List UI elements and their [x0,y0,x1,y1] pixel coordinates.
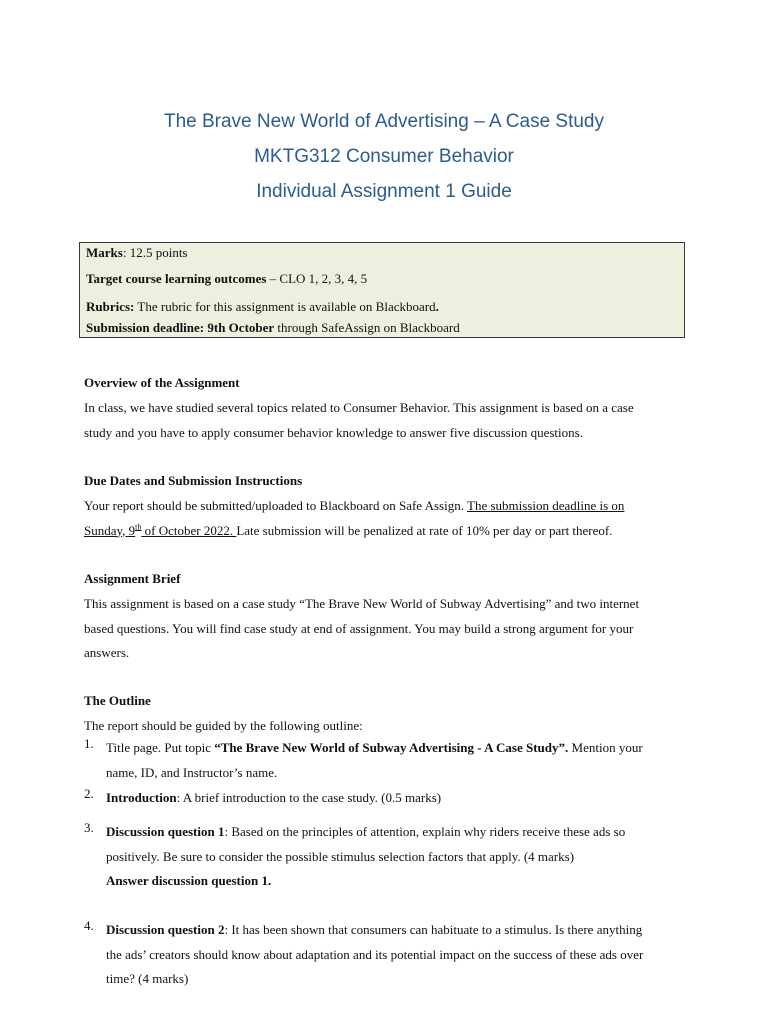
brief-section [84,571,696,666]
item3-label: Discussion question 1 [106,824,225,839]
due-section [84,473,696,543]
outline-item-3 [84,820,684,894]
item2-text: : A brief introduction to the case study. (0.5 marks) [176,790,442,805]
outcomes-value: – CLO 1, 2, 3, 4, 5 [266,271,368,286]
rubrics-value: The rubric for this assignment is available on Blackboard [134,299,436,314]
due-date-b: of October 2022. [141,522,237,538]
item-number: 1. [84,736,94,751]
item4-line-3: time? (4 marks) [106,971,189,986]
item3-line-2: positively. Be sure to consider the possible stimulus selection factors that apply. (4 marks) [106,848,575,864]
item4-line-2: the ads’ creators should know about adaptation and its potential impact on the success of these ads over [106,946,644,962]
outline-item-4 [84,918,684,992]
due-penalty-text: Late submission will be penalized at rate of 10% per day or part thereof. [236,522,613,538]
rubrics-end: . [435,299,439,314]
item2-label: Introduction [106,790,177,805]
brief-line-2: based questions. You will find case study at end of assignment. You may build a strong argument for your [84,620,634,636]
item4-text: : It has been shown that consumers can habituate to a stimulus. Is there anything [224,922,643,937]
item3-text: : Based on the principles of attention, explain why riders receive these ads so [224,824,626,839]
item1-text-a: Title page. Put topic [106,740,215,755]
outline-section [84,693,696,739]
due-deadline-text: The submission deadline is on [467,498,625,513]
item-number: 3. [84,820,94,835]
marks-label: Marks [86,245,123,260]
item-number: 2. [84,786,94,801]
overview-heading: Overview of the Assignment [84,375,240,390]
due-line-1 [84,494,696,519]
due-heading: Due Dates and Submission Instructions [84,473,303,488]
assignment-title: Individual Assignment 1 Guide [256,181,512,202]
document-title: The Brave New World of Advertising – A Case Study [163,111,605,132]
outcomes-label: Target course learning outcomes [86,271,267,286]
due-date-a: Sunday, 9 [84,522,136,538]
item-number: 4. [84,918,94,933]
brief-line-1: This assignment is based on a case study “The Brave New World of Subway Advertising” and two internet [84,596,640,611]
item1-topic: “The Brave New World of Subway Advertising - A Case Study”. [214,740,569,755]
overview-section [84,375,696,445]
deadline-label: Submission deadline: 9th October [86,320,275,335]
item3-answer: Answer discussion question 1. [106,873,272,888]
brief-line-3: answers. [84,645,130,660]
deadline-value: through SafeAssign on Blackboard [274,320,460,335]
marks-row [86,245,188,261]
rubrics-row [86,299,439,315]
assignment-info-box [79,242,685,338]
course-title: MKTG312 Consumer Behavior [254,146,514,167]
rubrics-label: Rubrics: [86,299,135,314]
due-date-sup: th [135,522,142,532]
outcomes-row [86,271,367,287]
item1-line-2: name, ID, and Instructor’s name. [106,764,278,780]
deadline-row [86,320,460,336]
item4-label: Discussion question 2 [106,922,225,937]
brief-heading: Assignment Brief [84,571,181,586]
outline-item-2 [84,786,684,811]
overview-line-2: study and you have to apply consumer behavior knowledge to answer five discussion questions. [84,424,583,440]
due-line-2 [84,519,696,544]
outline-intro: The report should be guided by the following outline: [84,718,363,733]
outline-heading: The Outline [84,693,151,708]
overview-line-1: In class, we have studied several topics related to Consumer Behavior. This assignment is based on a case [84,400,634,415]
marks-value: : 12.5 points [122,245,188,260]
item1-text-b: Mention your [568,740,643,755]
title-block [0,104,768,209]
due-line-1-plain: Your report should be submitted/uploaded to Blackboard on Safe Assign. [84,498,467,513]
outline-item-1 [84,736,684,785]
